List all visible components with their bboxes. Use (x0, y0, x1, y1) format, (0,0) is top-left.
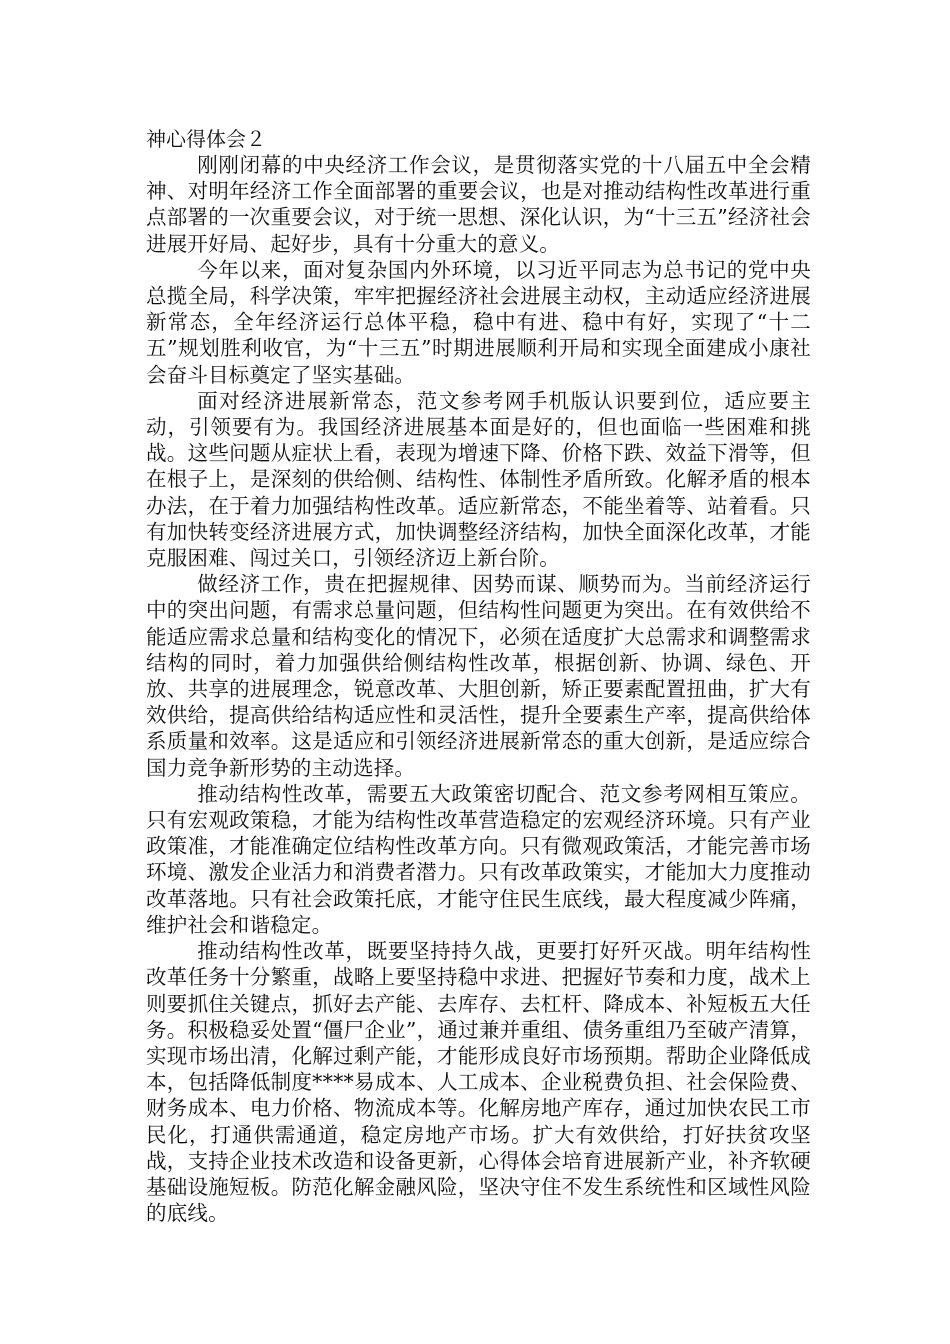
paragraph-1: 刚刚闭幕的中央经济工作会议，是贯彻落实党的十八届五中全会精神、对明年经济工作全面部署的重要会议，也是对推动结构性改革进行重点部署的一次重要会议，对于统一思想、深化认识，为“十三五”经济社会进展开好局、起好步，具有十分重大的意义。 (146, 153, 811, 256)
paragraph-5: 推动结构性改革，需要五大政策密切配合、范文参考网相互策应。只有宏观政策稳，才能为结构性改革营造稳定的宏观经济环境。只有产业政策准，才能准确定位结构性改革方向。只有微观政策活，才能完善市场环境、激发企业活力和消费者潜力。只有改革政策实，才能加大力度推动改革落地。只有社会政策托底，才能守住民生底线，最大程度减少阵痛，维护社会和谐稳定。 (146, 781, 811, 937)
paragraph-2: 今年以来，面对复杂国内外环境，以习近平同志为总书记的党中央总揽全局，科学决策，牢牢把握经济社会进展主动权，主动适应经济进展新常态，全年经济运行总体平稳，稳中有进、稳中有好，实现了“十二五”规划胜利收官，为“十三五”时期进展顺利开局和实现全面建成小康社会奋斗目标奠定了坚实基础。 (146, 257, 811, 387)
paragraph-6: 推动结构性改革，既要坚持持久战，更要打好歼灭战。明年结构性改革任务十分繁重，战略上要坚持稳中求进、把握好节奏和力度，战术上则要抓住关键点，抓好去产能、去库存、去杠杆、降成本、补短板五大任务。积极稳妥处置“僵尸企业”，通过兼并重组、债务重组乃至破产清算，实现市场出清，化解过剩产能，才能形成良好市场预期。帮助企业降低成本，包括降低制度****易成本、人工成本、企业税费负担、社会保险费、财务成本、电力价格、物流成本等。化解房地产库存，通过加快农民工市民化，打通供需通道，稳定房地产市场。扩大有效供给，打好扶贫攻坚战，支持企业技术改造和设备更新，心得体会培育进展新产业，补齐软硬基础设施短板。防范化解金融风险，坚决守住不发生系统性和区域性风险的底线。 (146, 939, 811, 1226)
document-page (146, 126, 811, 1226)
paragraph-3: 面对经济进展新常态，范文参考网手机版认识要到位，适应要主动，引领要有为。我国经济进展基本面是好的，但也面临一些困难和挑战。这些问题从症状上看，表现为增速下降、价格下跌、效益下滑等，但在根子上，是深刻的供给侧、结构性、体制性矛盾所致。化解矛盾的根本办法，在于着力加强结构性改革。适应新常态，不能坐着等、站着看。只有加快转变经济进展方式，加快调整经济结构，加快全面深化改革，才能克服困难、闯过关口，引领经济迈上新台阶。 (146, 388, 811, 571)
document-title: 神心得体会２ (146, 127, 266, 151)
paragraph-4: 做经济工作，贵在把握规律、因势而谋、顺势而为。当前经济运行中的突出问题，有需求总量问题，但结构性问题更为突出。在有效供给不能适应需求总量和结构变化的情况下，必须在适度扩大总需求和调整需求结构的同时，着力加强供给侧结构性改革，根据创新、协调、绿色、开放、共享的进展理念，锐意改革、大胆创新，矫正要素配置扭曲，扩大有效供给，提高供给结构适应性和灵活性，提升全要素生产率，提高供给体系质量和效率。这是适应和引领经济进展新常态的重大创新，是适应综合国力竞争新形势的主动选择。 (146, 572, 811, 780)
